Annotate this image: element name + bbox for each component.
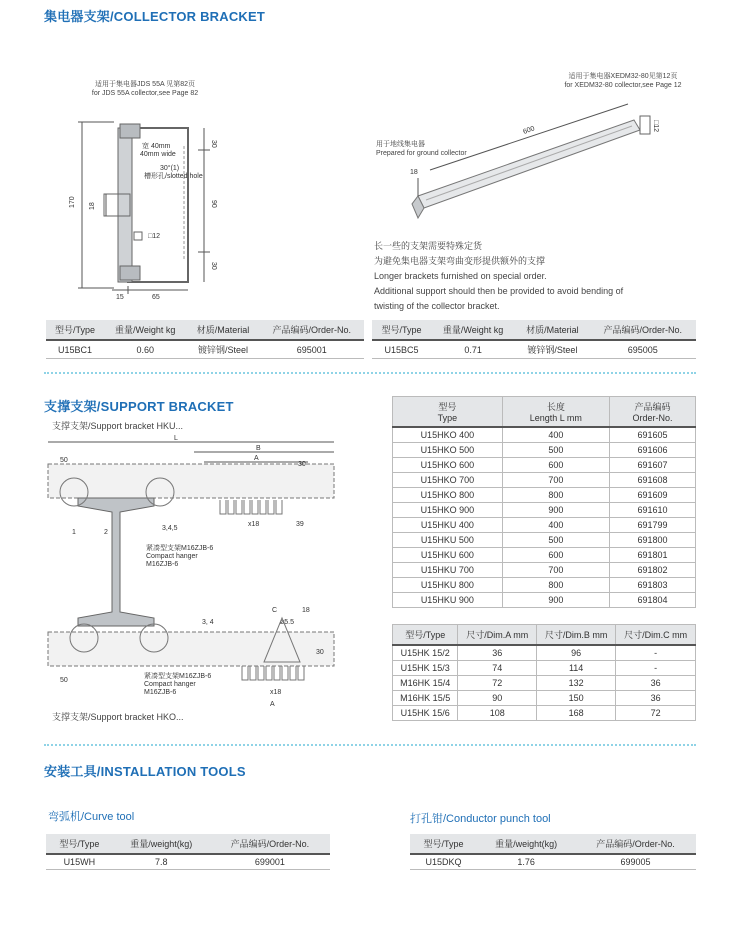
table-row [393, 443, 696, 458]
table-cell: U15HKO 600 [393, 458, 503, 473]
col-material: 材质/Material [515, 320, 589, 340]
table-cell: U15HKU 800 [393, 578, 503, 593]
punch-tool-label: 打孔钳/Conductor punch tool [410, 813, 551, 825]
dim-18-left: 18 [89, 202, 96, 210]
table-cell: 691803 [610, 578, 696, 593]
dim-50-bottom: 50 [60, 677, 68, 684]
cell-order: 695005 [590, 340, 696, 359]
table-row [393, 458, 696, 473]
dim-30-bottom: 30 [316, 649, 324, 656]
dim-square-right: □12 [652, 120, 659, 133]
table-cell: U15HKO 700 [393, 473, 503, 488]
dim-600: 600 [522, 125, 536, 136]
collector-table-right [372, 320, 696, 359]
collector-bracket-drawing [64, 110, 234, 302]
table-row [410, 854, 696, 870]
table-row [393, 473, 696, 488]
long-bracket-description [374, 239, 694, 314]
dim-L: L [174, 435, 178, 442]
table-cell: U15HKU 600 [393, 548, 503, 563]
table-cell: 900 [502, 593, 609, 608]
table-cell: 691804 [610, 593, 696, 608]
table-cell: 691799 [610, 518, 696, 533]
table-row [393, 676, 696, 691]
table-cell: - [616, 645, 696, 661]
dim-A-top: A [254, 455, 259, 462]
hole-note-2: 槽形孔/slotted hole [144, 173, 203, 180]
table-cell: 90 [458, 691, 537, 706]
hko-label: 支撑支架/Support bracket HKO... [52, 712, 184, 722]
table-cell: U15HKO 500 [393, 443, 503, 458]
cell-type: U15DKQ [410, 854, 477, 870]
table-cell: 74 [458, 661, 537, 676]
compact-1-cn: 紧凑型支架M16ZJB-6 [146, 545, 214, 552]
right-bracket-note [548, 72, 698, 90]
marker-1: 1 [72, 529, 76, 536]
table-cell: 800 [502, 578, 609, 593]
desc-line-4: Additional support should then be provided to avoid bending of [374, 286, 624, 296]
table-row [393, 593, 696, 608]
col-weight: 重量/weight(kg) [113, 834, 210, 854]
table-row [393, 548, 696, 563]
table-row [372, 340, 696, 359]
ground-note-cn: 用于地线集电器 [376, 141, 425, 148]
cell-order: 699001 [210, 854, 330, 870]
table-cell: 691610 [610, 503, 696, 518]
left-note-en: for JDS 55A collector,see Page 82 [91, 90, 199, 97]
table-cell: 691609 [610, 488, 696, 503]
table-cell: 36 [458, 645, 537, 661]
cell-type: U15BC5 [372, 340, 431, 359]
col-type: 型号/Type [393, 625, 458, 646]
table-cell: 500 [502, 533, 609, 548]
table-row [393, 533, 696, 548]
table-cell: U15HKU 900 [393, 593, 503, 608]
dim-39: 39 [296, 521, 304, 528]
dim-square-left: □12 [148, 233, 161, 240]
table-row [46, 854, 330, 870]
table-cell: U15HKO 400 [393, 427, 503, 443]
table-row [393, 691, 696, 706]
table-row [393, 706, 696, 721]
table-row [393, 578, 696, 593]
right-note-cn: 适用于集电器XEDM32-80见第12页 [568, 73, 678, 80]
col-material: 材质/Material [186, 320, 259, 340]
table-cell: 72 [458, 676, 537, 691]
table-cell: U15HK 15/3 [393, 661, 458, 676]
table-cell: 108 [458, 706, 537, 721]
table-cell: 96 [537, 645, 616, 661]
table-cell: U15HK 15/2 [393, 645, 458, 661]
table-cell: 691801 [610, 548, 696, 563]
collector-section-title: 集电器支架/COLLECTOR BRACKET [44, 9, 266, 24]
dim-30-bottom: 30 [210, 262, 217, 270]
dim-B: B [256, 445, 261, 452]
table-cell: 36 [616, 691, 696, 706]
col-order: 产品编码/Order-No. [590, 320, 696, 340]
section-divider-2 [44, 744, 696, 746]
table-cell: 168 [537, 706, 616, 721]
cell-weight: 1.76 [477, 854, 575, 870]
dim-x18-bottom: x18 [270, 689, 282, 696]
dim-65: 65 [152, 294, 160, 301]
table-cell: U15HKU 700 [393, 563, 503, 578]
table-cell: 114 [537, 661, 616, 676]
table-cell: 600 [502, 548, 609, 563]
col-order: 产品编码/Order-No. [575, 834, 696, 854]
compact-2-en: Compact hanger [144, 681, 196, 688]
table-row [393, 563, 696, 578]
dim-phi: ø5.5 [280, 619, 295, 626]
dim-170: 170 [69, 196, 76, 208]
hku-label: 支撑支架/Support bracket HKU... [52, 421, 184, 431]
col-type: 型号/Type [46, 320, 104, 340]
dim-15: 15 [116, 294, 124, 301]
table-cell: 691608 [610, 473, 696, 488]
dimension-table-body [393, 645, 696, 721]
table-cell: 500 [502, 443, 609, 458]
table-cell: U15HKU 400 [393, 518, 503, 533]
col-order: 产品编码/Order-No. [210, 834, 330, 854]
table-cell: 150 [537, 691, 616, 706]
table-cell: 400 [502, 518, 609, 533]
col-order: 产品编码/Order-No. [260, 320, 364, 340]
dim-30-top: 30 [210, 140, 217, 148]
desc-line-3: Longer brackets furnished on special order. [374, 271, 547, 281]
table-cell: U15HK 15/6 [393, 706, 458, 721]
tools-section-title: 安装工具/INSTALLATION TOOLS [44, 764, 246, 779]
col-length: 长度 Length L mm [502, 397, 609, 428]
ground-note-en: Prepared for ground collector [376, 150, 467, 157]
table-cell: 800 [502, 488, 609, 503]
table-row [393, 427, 696, 443]
cell-material: 镀锌钢/Steel [186, 340, 259, 359]
table-cell: M16HK 15/4 [393, 676, 458, 691]
table-cell: 691800 [610, 533, 696, 548]
table-cell: 691605 [610, 427, 696, 443]
col-dim-a: 尺寸/Dim.A mm [458, 625, 537, 646]
cell-weight: 0.71 [431, 340, 515, 359]
table-cell: 600 [502, 458, 609, 473]
table-cell: U15HKU 500 [393, 533, 503, 548]
support-bracket-drawing [44, 432, 344, 712]
table-cell: 132 [537, 676, 616, 691]
slot-note-cn: 宽 40mm [142, 143, 171, 150]
compact-1-code: M16ZJB-6 [146, 561, 179, 568]
col-type: 型号/Type [46, 834, 113, 854]
compact-1-en: Compact hanger [146, 553, 198, 560]
marker-2: 2 [104, 529, 108, 536]
curve-tool-label: 弯弧机/Curve tool [48, 811, 135, 823]
table-row [393, 518, 696, 533]
table-cell: 691607 [610, 458, 696, 473]
col-type: 型号/Type [410, 834, 477, 854]
dim-18-right: 18 [410, 169, 418, 176]
dim-C: C [272, 607, 278, 614]
table-cell: 691606 [610, 443, 696, 458]
compact-2-code: M16ZJB-6 [144, 689, 177, 696]
support-section-title: 支撑支架/SUPPORT BRACKET [44, 399, 234, 414]
table-row [393, 645, 696, 661]
table-cell: 691802 [610, 563, 696, 578]
section-divider-1 [44, 372, 696, 374]
table-row [393, 503, 696, 518]
table-row [46, 340, 364, 359]
col-type: 型号 Type [393, 397, 503, 428]
long-bracket-drawing [396, 100, 696, 230]
dim-A-bottom: A [270, 701, 275, 708]
col-weight: 重量/Weight kg [104, 320, 187, 340]
table-row [393, 488, 696, 503]
col-dim-b: 尺寸/Dim.B mm [537, 625, 616, 646]
punch-tool-table [410, 834, 696, 870]
desc-line-2: 为避免集电器支架弯曲变形提供额外的支撑 [374, 256, 546, 266]
table-cell: 900 [502, 503, 609, 518]
left-note-cn: 适用于集电器JDS 55A 见第82页 [95, 81, 195, 88]
left-bracket-note [80, 80, 210, 98]
col-weight: 重量/Weight kg [431, 320, 515, 340]
dim-90: 90 [210, 200, 217, 208]
dim-18: 18 [302, 607, 310, 614]
length-table [392, 396, 696, 608]
dim-x18-top: x18 [248, 521, 260, 528]
table-cell: 700 [502, 473, 609, 488]
cell-order: 695001 [260, 340, 364, 359]
cell-weight: 0.60 [104, 340, 187, 359]
table-cell: 400 [502, 427, 609, 443]
table-cell: 700 [502, 563, 609, 578]
table-cell: 72 [616, 706, 696, 721]
hole-note-1: 30°(1) [160, 165, 180, 172]
table-cell: U15HKO 800 [393, 488, 503, 503]
right-note-en: for XEDM32-80 collector,see Page 12 [564, 82, 682, 89]
cell-type: U15BC1 [46, 340, 104, 359]
desc-line-1: 长一些的支架需要特殊定货 [374, 241, 483, 251]
dim-50-top: 50 [60, 457, 68, 464]
cell-order: 699005 [575, 854, 696, 870]
col-type: 型号/Type [372, 320, 431, 340]
length-table-body [393, 427, 696, 608]
col-weight: 重量/weight(kg) [477, 834, 575, 854]
table-cell: U15HKO 900 [393, 503, 503, 518]
dim-30-top: 30 [298, 461, 306, 468]
table-cell: - [616, 661, 696, 676]
table-cell: M16HK 15/5 [393, 691, 458, 706]
table-cell: 36 [616, 676, 696, 691]
collector-table-left [46, 320, 364, 359]
curve-tool-table [46, 834, 330, 870]
compact-2-cn: 紧凑型支架M16ZJB-6 [144, 673, 212, 680]
desc-line-5: twisting of the collector bracket. [374, 301, 500, 311]
dimension-table [392, 624, 696, 721]
cell-type: U15WH [46, 854, 113, 870]
cell-material: 镀锌钢/Steel [515, 340, 589, 359]
col-dim-c: 尺寸/Dim.C mm [616, 625, 696, 646]
slot-note-en: 40mm wide [140, 151, 176, 158]
cell-weight: 7.8 [113, 854, 210, 870]
dim-345: 3,4,5 [162, 525, 178, 532]
col-order: 产品编码 Order-No. [610, 397, 696, 428]
table-row [393, 661, 696, 676]
dim-34: 3, 4 [202, 619, 214, 626]
